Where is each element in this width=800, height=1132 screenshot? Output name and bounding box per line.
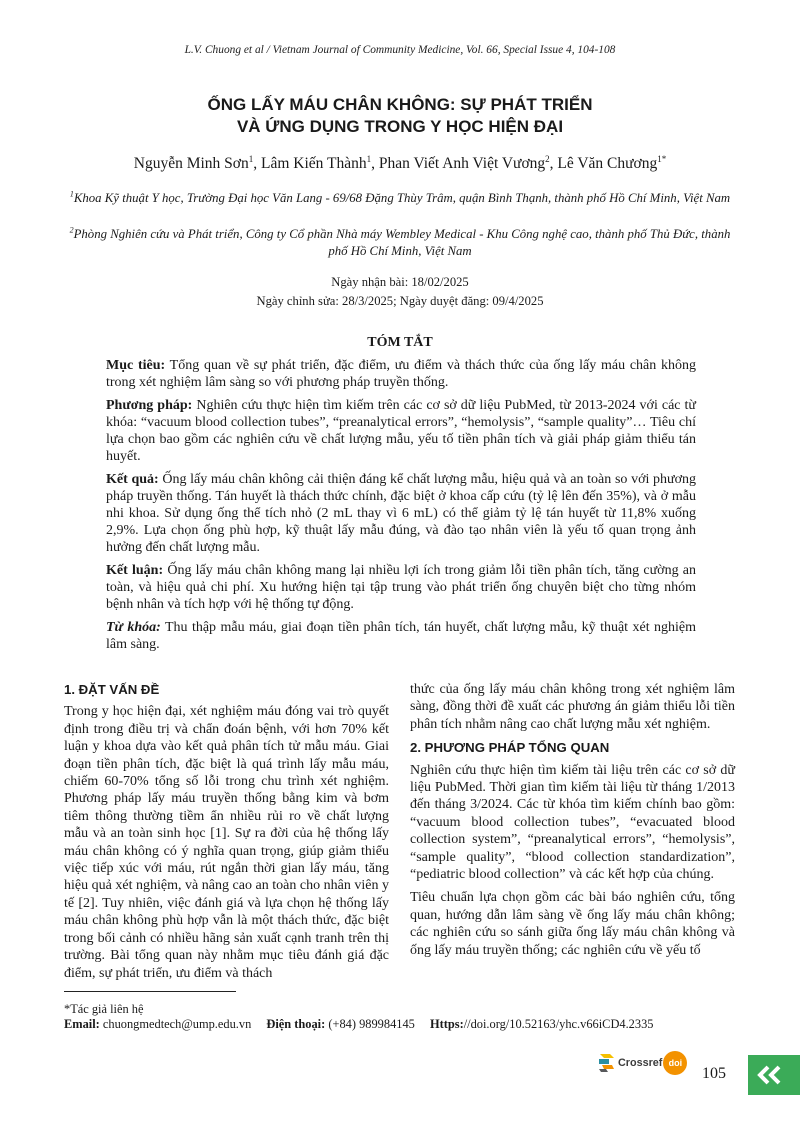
- affiliation-text: Phòng Nghiên cứu và Phát triển, Công ty Cổ phần Nhà máy Wembley Medical - Khu Công nghệ cao, thành phố Thủ Đức, thành phố Hồ Chí Minh, Việt Nam: [73, 227, 731, 258]
- article-title: [0, 94, 800, 138]
- affiliation-1: [60, 190, 740, 207]
- email-link[interactable]: chuongmedtech@ump.edu.vn: [102, 1017, 252, 1031]
- abstract-label: Kết quả:: [106, 472, 159, 487]
- running-header: L.V. Chuong et al / Vietnam Journal of Community Medicine, Vol. 66, Special Issue 4, 104-108: [184, 44, 616, 56]
- double-chevron-left-icon: [748, 1055, 800, 1095]
- doi-link[interactable]: //doi.org/10.52163/yhc.v66iCD4.2335: [463, 1017, 654, 1031]
- revised-accepted-date: Ngày chỉnh sửa: 28/3/2025; Ngày duyệt đăng: 09/4/2025: [256, 294, 544, 308]
- abstract-methods: [106, 397, 696, 465]
- author-affiliation-mark: 2: [545, 153, 550, 164]
- abstract-label: Mục tiêu:: [106, 358, 166, 373]
- abstract-results: [106, 471, 696, 556]
- abstract-heading: TÓM TẮT: [367, 335, 433, 350]
- crossref-wordmark: Crossref: [618, 1057, 663, 1069]
- affiliation-text: Khoa Kỹ thuật Y học, Trường Đại học Văn Lang - 69/68 Đặng Thùy Trâm, quận Bình Thạnh, thành phố Hồ Chí Minh, Việt Nam: [73, 191, 731, 205]
- article-dates: [0, 273, 800, 311]
- abstract-label: Phương pháp:: [106, 398, 193, 413]
- keywords-label: Từ khóa:: [106, 620, 161, 635]
- title-line-2: VÀ ỨNG DỤNG TRONG Y HỌC HIỆN ĐẠI: [236, 117, 564, 136]
- author-affiliation-mark: 1: [366, 153, 372, 164]
- author-name: Lâm Kiến Thành: [260, 155, 367, 172]
- section-heading-methods: 2. PHƯƠNG PHÁP TỔNG QUAN: [410, 740, 610, 756]
- abstract-text: Ống lấy máu chân không mang lại nhiều lợi ích trong giảm lỗi tiền phân tích, tăng cường an toàn, và hiệu quả chi phí. Xu hướng hiện tại tập trung vào phát triển ống chuyên biệt cho từng nhóm bệnh nhân và tích hợp với hệ thống tự động.: [106, 563, 697, 612]
- email-label: Email:: [64, 1017, 100, 1031]
- body-column-left: [64, 681, 389, 988]
- page-number: 105: [702, 1065, 726, 1082]
- page-tab: [748, 1055, 800, 1095]
- affiliation-mark: 2: [69, 225, 74, 235]
- methods-paragraph-2: Tiêu chuẩn lựa chọn gồm các bài báo nghiên cứu, tổng quan, hướng dẫn lâm sàng về ống lấy máu chân không; các nghiên cứu so sánh giữa ống lấy máu chân không và ống lấy máu truyền thống; các nghiên cứu về yếu tố: [410, 890, 735, 958]
- author-affiliation-mark: 1*: [657, 153, 667, 164]
- received-date: Ngày nhận bài: 18/02/2025: [331, 275, 469, 289]
- title-line-1: ỐNG LẤY MÁU CHÂN KHÔNG: SỰ PHÁT TRIỂN: [207, 95, 593, 114]
- abstract-conclusion: [106, 562, 696, 613]
- author-separator: ,: [253, 155, 261, 172]
- introduction-paragraph-continued: thức của ống lấy máu chân không trong xét nghiệm lâm sàng, đồng thời đề xuất các phương án giảm thiểu lỗi tiền phân tích nhằm nâng cao chất lượng mẫu xét nghiệm.: [410, 682, 735, 732]
- author-name: Nguyễn Minh Sơn: [133, 155, 249, 172]
- corresponding-author-note: *Tác giả liên hệ: [64, 1002, 144, 1016]
- abstract-objective: [106, 357, 696, 391]
- author-name: Lê Văn Chương: [557, 155, 658, 172]
- doi-badge-icon: doi: [663, 1051, 687, 1075]
- phone-label: Điện thoại:: [266, 1017, 326, 1031]
- abstract: [106, 357, 696, 659]
- footnote-rule: [64, 991, 236, 992]
- author-separator: ,: [371, 155, 379, 172]
- section-heading-introduction: 1. ĐẶT VẤN ĐỀ: [64, 682, 160, 697]
- abstract-text: Tổng quan về sự phát triển, đặc điểm, ưu điểm và thách thức của ống lấy máu chân không trong xét nghiệm lâm sàng so với phương pháp truyền thống.: [106, 358, 697, 390]
- affiliation-2: [60, 226, 740, 260]
- contact-line: [64, 1017, 653, 1032]
- body-column-right: [410, 681, 735, 965]
- author-list: [0, 155, 800, 173]
- author-name: Phan Viết Anh Việt Vương: [378, 155, 546, 172]
- methods-paragraph-1: Nghiên cứu thực hiện tìm kiếm tài liệu trên các cơ sở dữ liệu PubMed. Thời gian tìm kiếm tài liệu từ tháng 1/2013 đến tháng 3/2024. Các từ khóa tìm kiếm chính bao gồm: “vacuum blood collection tubes”, “evacuated blood collection system”, “preanalytical errors”, “hemolysis”, “sample quality”, “blood collection standardization”, “pediatric blood collection” và các kết hợp của chúng.: [410, 762, 735, 883]
- introduction-paragraph: Trong y học hiện đại, xét nghiệm máu đóng vai trò quyết định trong điều trị và chẩn đoán bệnh, với hơn 70% kết luận y khoa dựa vào kết quả phân tích tử mẫu máu. Giai đoạn tiền phân tích, đặc biệt là quá trình lấy mẫu máu, chiếm 60-70% tổng số lỗi trong chu trình xét nghiệm. Phương pháp lấy máu truyền thống bằng kim và bơm tiêm thông thường tiềm ẩn nhiều rủi ro về chất lượng mẫu và an toàn sinh học [1]. Sự ra đời của hệ thống lấy máu chân không có ý nghĩa quan trọng, giúp giảm thiểu việc tiếp xúc với máu, rút ngắn thời gian lấy máu, tăng hiệu quả xét nghiệm, và nâng cao an toàn cho nhân viên y tế [2]. Tuy nhiên, việc đánh giá và lựa chọn hệ thống lấy máu chân không phù hợp vẫn là một thách thức, đặc biệt trong bối cảnh có nhiều hãng sản xuất cạnh tranh trên thị trường. Bài tổng quan này nhằm mục tiêu đánh giá đặc điểm, sự phát triển, ưu điểm và thách: [64, 704, 389, 981]
- abstract-text: Nghiên cứu thực hiện tìm kiếm trên các cơ sở dữ liệu PubMed, từ 2013-2024 với các từ khóa: “vacuum blood collection tubes”, “preanalytical errors”, “hemolysis”, “sample quality”… Tiêu chí lựa chọn bao gồm các nghiên cứu về chất lượng mẫu, yếu tố tiền phân tích và giải pháp giảm thiểu tán huyết.: [106, 398, 696, 464]
- crossref-mark-icon: [598, 1053, 616, 1073]
- keywords-text: Thu thập mẫu máu, giai đoạn tiền phân tích, tán huyết, chất lượng mẫu, kỹ thuật xét nghiệm lâm sàng.: [106, 620, 696, 652]
- author-affiliation-mark: 1: [248, 153, 254, 164]
- phone-number: (+84) 989984145: [328, 1017, 415, 1031]
- author-separator: ,: [549, 155, 558, 172]
- abstract-label: Kết luận:: [106, 563, 164, 578]
- crossref-logo[interactable]: [598, 1051, 687, 1075]
- abstract-keywords: [106, 619, 696, 653]
- doi-label: Https:: [429, 1017, 464, 1031]
- abstract-text: Ống lấy máu chân không cải thiện đáng kể chất lượng mẫu, hiệu quả và an toàn so với phương pháp truyền thống. Tán huyết là thách thức chính, đặc biệt ở khoa cấp cứu (tỷ lệ lên đến 35%), và ở mẫu nhi khoa. Sử dụng ống thể tích nhỏ (2 mL thay vì 6 mL) có thể giảm tỷ lệ tán huyết từ 11,8% xuống 2,9%. Lựa chọn ống phù hợp, kỹ thuật lấy mẫu đúng, và đào tạo nhân viên là yếu tố quan trọng ảnh hưởng đến chất lượng mẫu.: [106, 472, 697, 555]
- affiliation-mark: 1: [69, 189, 74, 199]
